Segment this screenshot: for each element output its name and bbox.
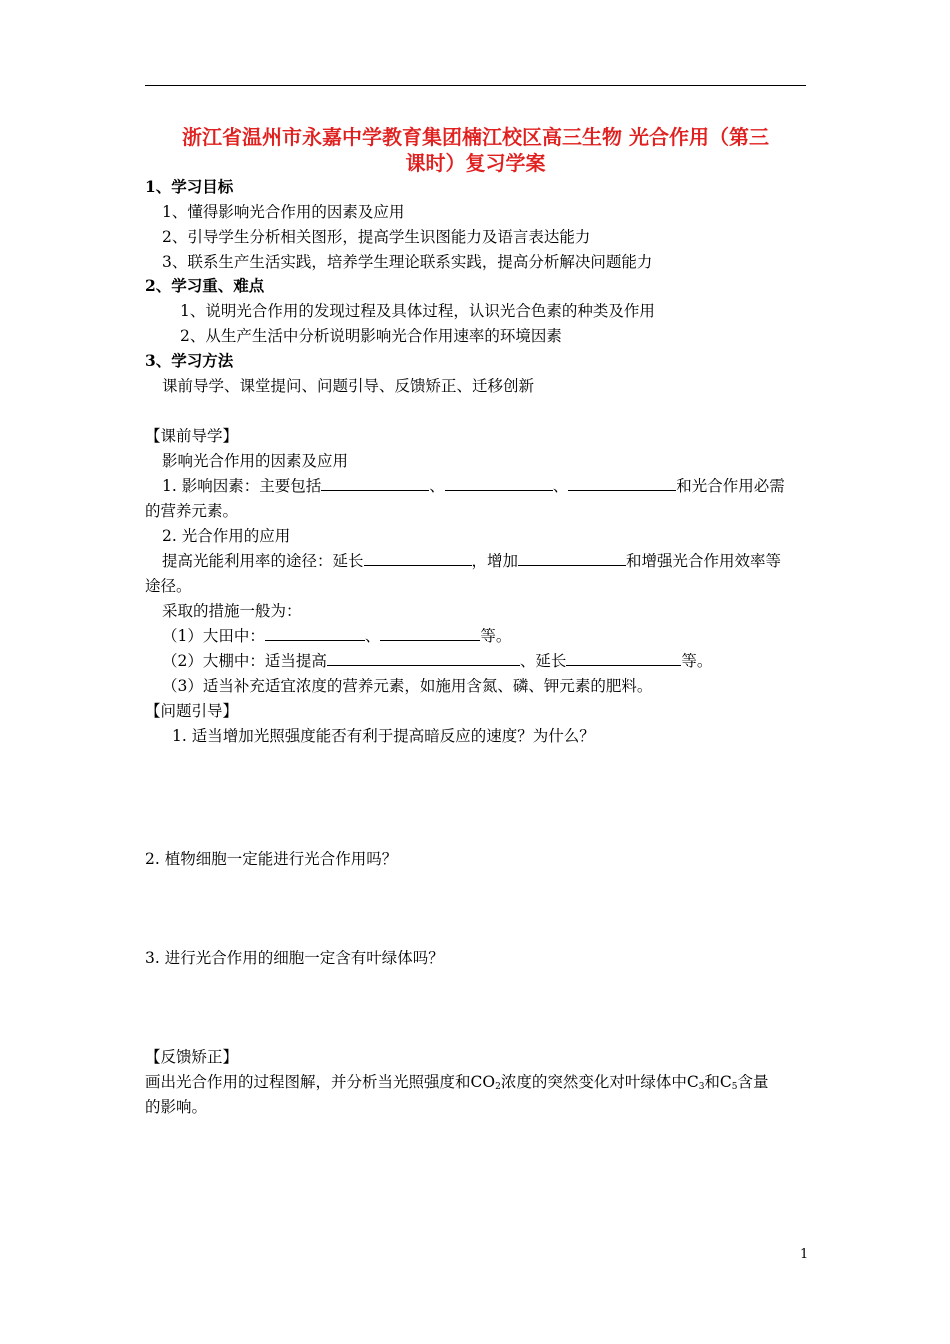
blank-factor-2[interactable] — [445, 475, 553, 491]
keypoint-2: 2、从生产生活中分析说明影响光合作用速率的环境因素 — [180, 327, 562, 345]
c5-subscript: 5 — [731, 1082, 738, 1092]
keypoint-1: 1、说明光合作用的发现过程及具体过程，认识光合色素的种类及作用 — [180, 302, 655, 320]
measure-2-suffix: 等。 — [681, 652, 713, 670]
co2-subscript: 2 — [495, 1082, 501, 1092]
blank-greenhouse-raise[interactable] — [327, 650, 520, 666]
c3-subscript: 3 — [698, 1082, 705, 1092]
objective-2: 2、引导学生分析相关图形，提高学生识图能力及语言表达能力 — [162, 228, 591, 246]
learning-methods: 课前导学、课堂提问、问题引导、反馈矫正、迁移创新 — [162, 377, 535, 395]
feedback-continuation: 的影响。 — [145, 1098, 208, 1116]
document-title — [145, 124, 806, 176]
page-number: 1 — [800, 1247, 809, 1262]
guide-question-2: 2. 植物细胞一定能进行光合作用吗？ — [145, 850, 398, 868]
question-2-prefix: 提高光能利用率的途径：延长 — [162, 552, 364, 570]
blank-factor-1[interactable] — [321, 475, 429, 491]
feedback-text-c: 和C — [704, 1073, 732, 1091]
feedback-text-d: 含量 — [737, 1073, 769, 1091]
question-1-continuation: 的营养元素。 — [145, 502, 239, 520]
question-2-continuation: 途径。 — [145, 577, 192, 595]
measures-intro: 采取的措施一般为： — [162, 602, 302, 620]
guide-question-3: 3. 进行光合作用的细胞一定含有叶绿体吗？ — [145, 949, 444, 967]
problem-guide-heading: 【问题引导】 — [145, 702, 239, 720]
question-1-line — [162, 474, 785, 498]
section-2-heading: 2、学习重、难点 — [145, 276, 265, 295]
feedback-task — [145, 1070, 769, 1099]
question-2-heading: 2. 光合作用的应用 — [162, 527, 291, 545]
feedback-text-a: 画出光合作用的过程图解，并分析当光照强度和CO — [145, 1073, 496, 1091]
question-2-suffix: 和增强光合作用效率等 — [626, 552, 782, 570]
question-1-suffix: 和光合作用必需 — [676, 477, 785, 495]
blank-factor-3[interactable] — [568, 475, 676, 491]
separator: 、 — [429, 477, 445, 495]
blank-greenhouse-extend[interactable] — [566, 650, 681, 666]
measure-2-mid: 、延长 — [519, 652, 567, 670]
blank-field-2[interactable] — [380, 625, 480, 641]
question-2-line — [162, 549, 781, 573]
title-line-2: 课时）复习学案 — [405, 151, 546, 175]
separator: 、 — [364, 627, 381, 645]
measure-1-suffix: 等。 — [480, 627, 512, 645]
separator: 、 — [552, 477, 569, 495]
blank-extend[interactable] — [364, 550, 472, 566]
header-rule — [145, 85, 806, 86]
measure-2-line — [162, 649, 712, 673]
section-1-heading: 1、学习目标 — [145, 177, 234, 196]
measure-1-prefix: （1）大田中： — [162, 627, 265, 645]
pre-study-heading: 【课前导学】 — [145, 427, 239, 445]
title-line-1: 浙江省温州市永嘉中学教育集团楠江校区高三生物 光合作用（第三 — [182, 125, 769, 149]
measure-2-prefix: （2）大棚中：适当提高 — [162, 652, 327, 670]
measure-1-line — [162, 624, 511, 648]
blank-increase[interactable] — [518, 550, 626, 566]
section-3-heading: 3、学习方法 — [145, 351, 234, 370]
objective-1: 1、懂得影响光合作用的因素及应用 — [162, 203, 405, 221]
blank-field-1[interactable] — [265, 625, 365, 641]
guide-question-1: 1. 适当增加光照强度能否有利于提高暗反应的速度？为什么？ — [172, 727, 595, 745]
feedback-text-b: 浓度的突然变化对叶绿体中C — [500, 1073, 699, 1091]
objective-3: 3、联系生产生活实践，培养学生理论联系实践，提高分析解决问题能力 — [162, 253, 653, 271]
measure-3: （3）适当补充适宜浓度的营养元素，如施用含氮、磷、钾元素的肥料。 — [162, 677, 653, 695]
question-1-prefix: 1. 影响因素：主要包括 — [162, 477, 322, 495]
feedback-heading: 【反馈矫正】 — [145, 1048, 239, 1066]
pre-study-subtitle: 影响光合作用的因素及应用 — [162, 452, 349, 470]
question-2-mid: ，增加 — [471, 552, 519, 570]
